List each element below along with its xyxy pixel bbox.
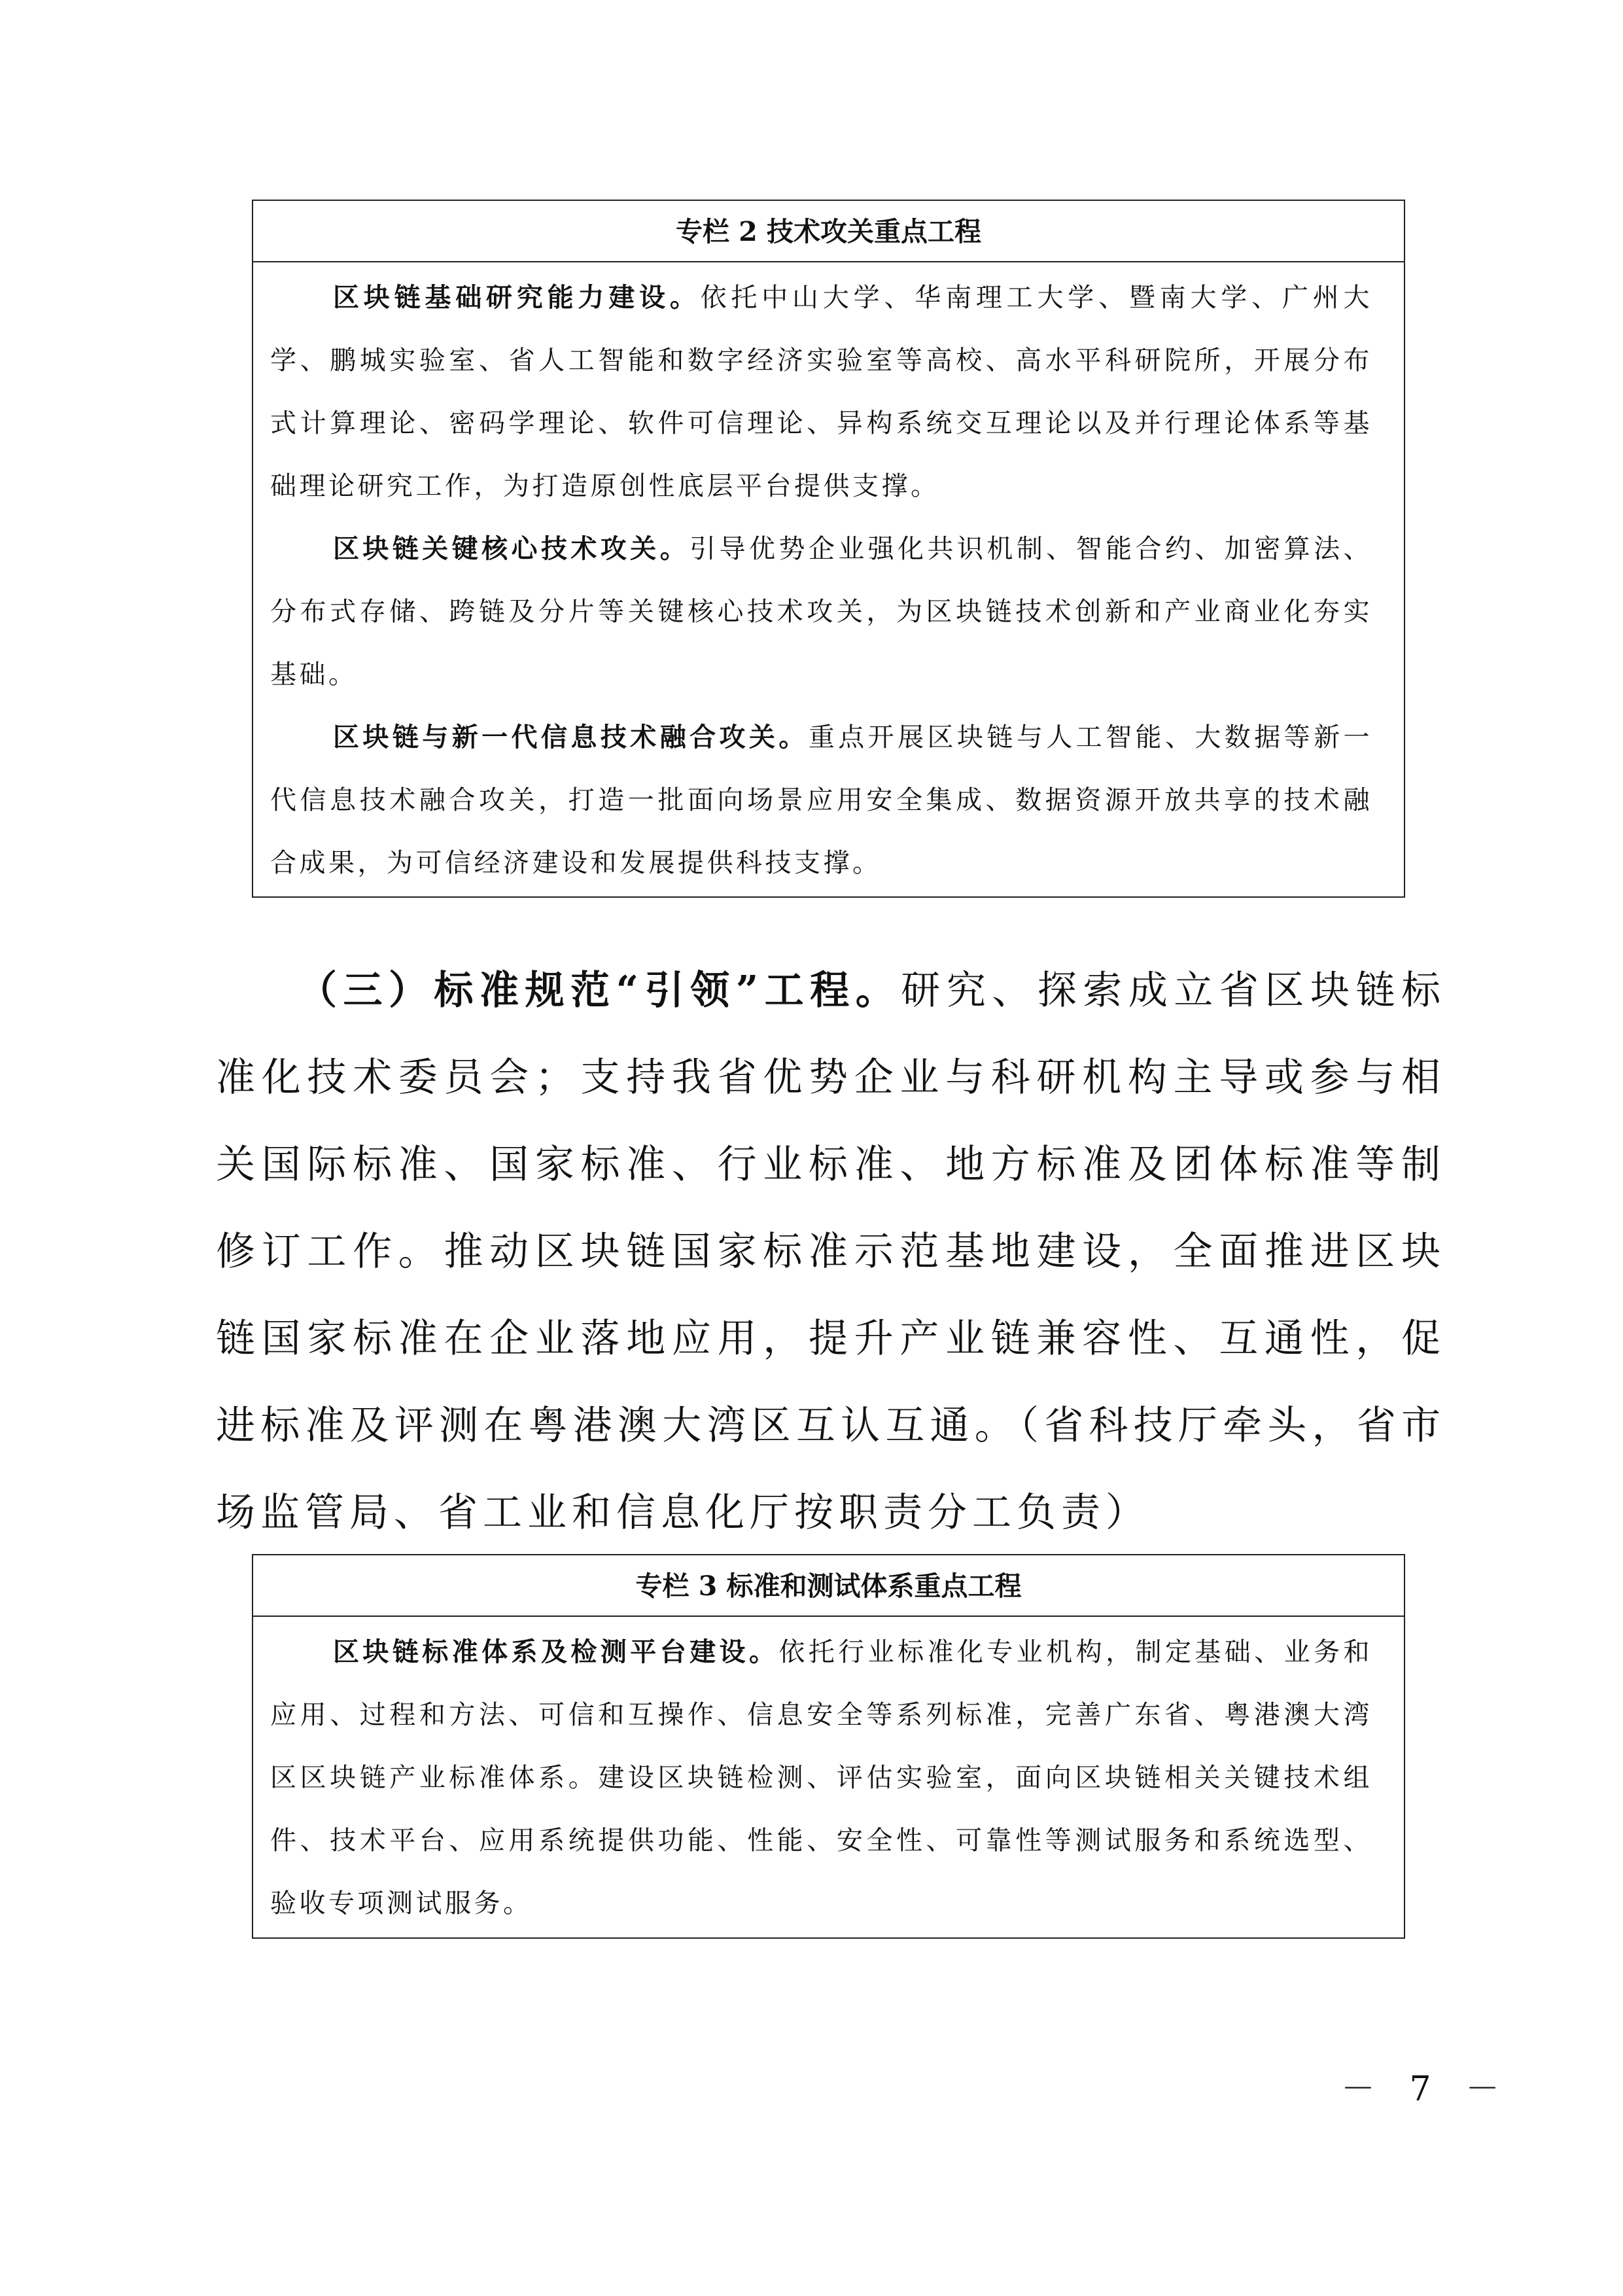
column-box-3-title: 专栏 3 标准和测试体系重点工程 xyxy=(253,1555,1404,1617)
section-3-text: 研究、探索成立省区块链标准化技术委员会；支持我省优势企业与科研机构主导或参与相关国际标准、国家标准、行业标准、地方标准及团体标准等制修订工作。推动区块链国家标准示范基地建设，全面推进区块链国家标准在企业落地应用，提升产业链兼容性、互通性，促进标准及评测在粤港澳大湾区互认互通。（省科技厅牵头，省市场监管局、省工业和信息化厅按职责分工负责） xyxy=(216,968,1446,1536)
column-box-2-title: 专栏 2 技术攻关重点工程 xyxy=(253,201,1404,262)
page-number: － 7 － xyxy=(1341,2070,1512,2109)
column-box-3 xyxy=(252,1554,1405,1939)
item-text: 依托中山大学、华南理工大学、暨南大学、广州大学、鹏城实验室、省人工智能和数字经济实验室等高校、高水平科研院所，开展分布式计算理论、密码学理论、软件可信理论、异构系统交互理论以及并行理论体系等基础理论研究工作，为打造原创性底层平台提供支撑。 xyxy=(270,283,1373,501)
item-text: 引导优势企业强化共识机制、智能合约、加密算法、分布式存储、跨链及分片等关键核心技术攻关，为区块链技术创新和产业商业化夯实基础。 xyxy=(270,534,1373,690)
column-box-3-item xyxy=(270,1621,1372,1935)
item-lead: 区块链关键核心技术攻关。 xyxy=(333,533,690,564)
section-3-paragraph xyxy=(216,947,1446,1557)
item-lead: 区块链标准体系及检测平台建设。 xyxy=(333,1636,779,1667)
column-box-2-item xyxy=(270,266,1372,518)
column-box-3-body xyxy=(253,1617,1404,1935)
column-box-2 xyxy=(252,200,1405,898)
item-text: 依托行业标准化专业机构，制定基础、业务和应用、过程和方法、可信和互操作、信息安全等系列标准，完善广东省、粤港澳大湾区区块链产业标准体系。建设区块链检测、评估实验室，面向区块链相关关键技术组件、技术平台、应用系统提供功能、性能、安全性、可靠性等测试服务和系统选型、验收专项测试服务。 xyxy=(270,1637,1373,1918)
column-box-2-body xyxy=(253,262,1404,894)
item-lead: 区块链基础研究能力建设。 xyxy=(333,282,701,313)
item-lead: 区块链与新一代信息技术融合攻关。 xyxy=(333,722,809,752)
item-text: 重点开展区块链与人工智能、大数据等新一代信息技术融合攻关，打造一批面向场景应用安全集成、数据资源开放共享的技术融合成果，为可信经济建设和发展提供科技支撑。 xyxy=(270,722,1373,878)
section-3-heading: （三）标准规范“引领”工程。 xyxy=(298,968,901,1014)
column-box-2-item xyxy=(270,706,1372,894)
column-box-2-item xyxy=(270,518,1372,706)
